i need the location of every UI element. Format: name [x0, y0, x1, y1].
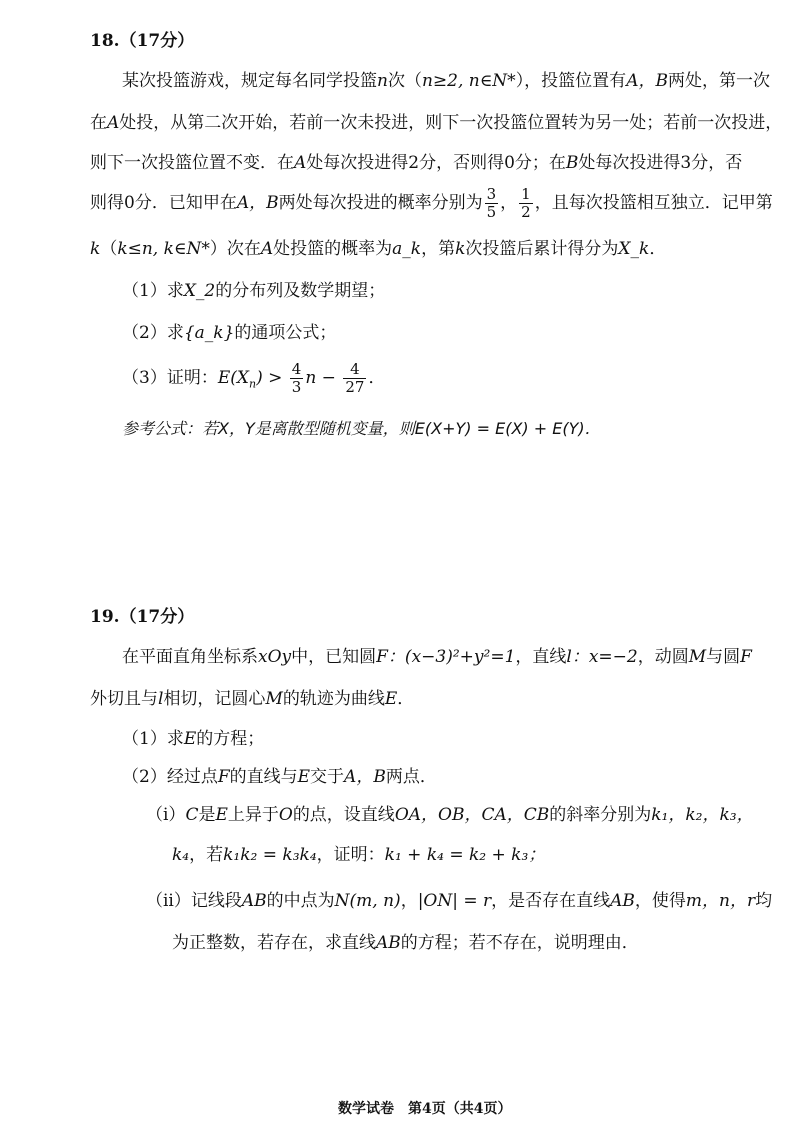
frac-three-fifths: $\frac{3}{5}$	[486, 185, 497, 221]
q19-sub-ii-line-2: 为正整数，若存在，求直线AB的方程；若不存在，说明理由．	[172, 933, 639, 953]
frac-four-27ths: $\frac{4}{27}$	[345, 360, 365, 396]
q19-header: 19.（17分）	[90, 607, 195, 627]
q19-sub-i-line-1: （i）C是E上异于O的点，设直线OA，OB，CA，CB的斜率分别为k₁，k₂，k₃，	[146, 805, 754, 825]
q19-sub-ii-line-1: （ii）记线段AB的中点为N(m, n)，|ON| = r，是否存在直线AB，使得m，n，r均	[146, 891, 773, 911]
frac-one-half: $\frac{1}{2}$	[521, 185, 531, 221]
q18-stem-line-1: 某次投篮游戏，规定每名同学投篮n次（n≥2, n∈N*），投篮位置有A，B两处，第一次	[122, 71, 770, 91]
q19-part-1: （1）求E的方程；	[122, 729, 265, 749]
q19-part-2: （2）经过点F的直线与E交于A，B两点．	[122, 767, 437, 787]
q18-part-3: （3）证明：$E(X_n)$ > $\frac{4}{3}$ n − $\frac{4}{27}$ ．	[122, 360, 386, 396]
q18-stem-line-3: 则下一次投篮位置不变．在A处每次投进得2分，否则得0分；在B处每次投进得3分，否	[90, 153, 743, 173]
q18-part-1: （1）求X_2的分布列及数学期望；	[122, 281, 386, 301]
q18-stem-line-4: 则得0分．已知甲在A，B两处每次投进的概率分别为 $\frac{3}{5}$ ， $\frac{1}{2}$ ，且每次投篮相互独立．记甲第	[90, 185, 773, 221]
q18-stem-line-2: 在A处投，从第二次开始，若前一次未投进，则下一次投篮位置转为另一处；若前一次投进，	[90, 113, 783, 133]
frac-four-thirds: $\frac{4}{3}$	[291, 360, 302, 396]
q19-stem-line-1: 在平面直角坐标系xOy中，已知圆F：(x−3)²+y²=1，直线l：x=−2，动圆M与圆F	[122, 647, 752, 667]
q19-stem-line-2: 外切且与l相切，记圆心M的轨迹为曲线E．	[90, 689, 415, 709]
q18-header: 18.（17分）	[90, 31, 195, 51]
q18-reference-formula: 参考公式：若X，Y是离散型随机变量，则E(X+Y) = E(X) + E(Y)．	[122, 419, 601, 438]
q18-part-2: （2）求{a_k}的通项公式；	[122, 323, 337, 343]
q18-stem-line-5: k（k≤n, k∈N*）次在A处投篮的概率为a_k，第k次投篮后累计得分为X_k．	[90, 239, 667, 259]
page-footer: 数学试卷 第4页（共4页）	[338, 1101, 512, 1117]
q19-sub-i-line-2: k₄，若k₁k₂ = k₃k₄，证明：k₁ + k₄ = k₂ + k₃；	[172, 845, 546, 865]
